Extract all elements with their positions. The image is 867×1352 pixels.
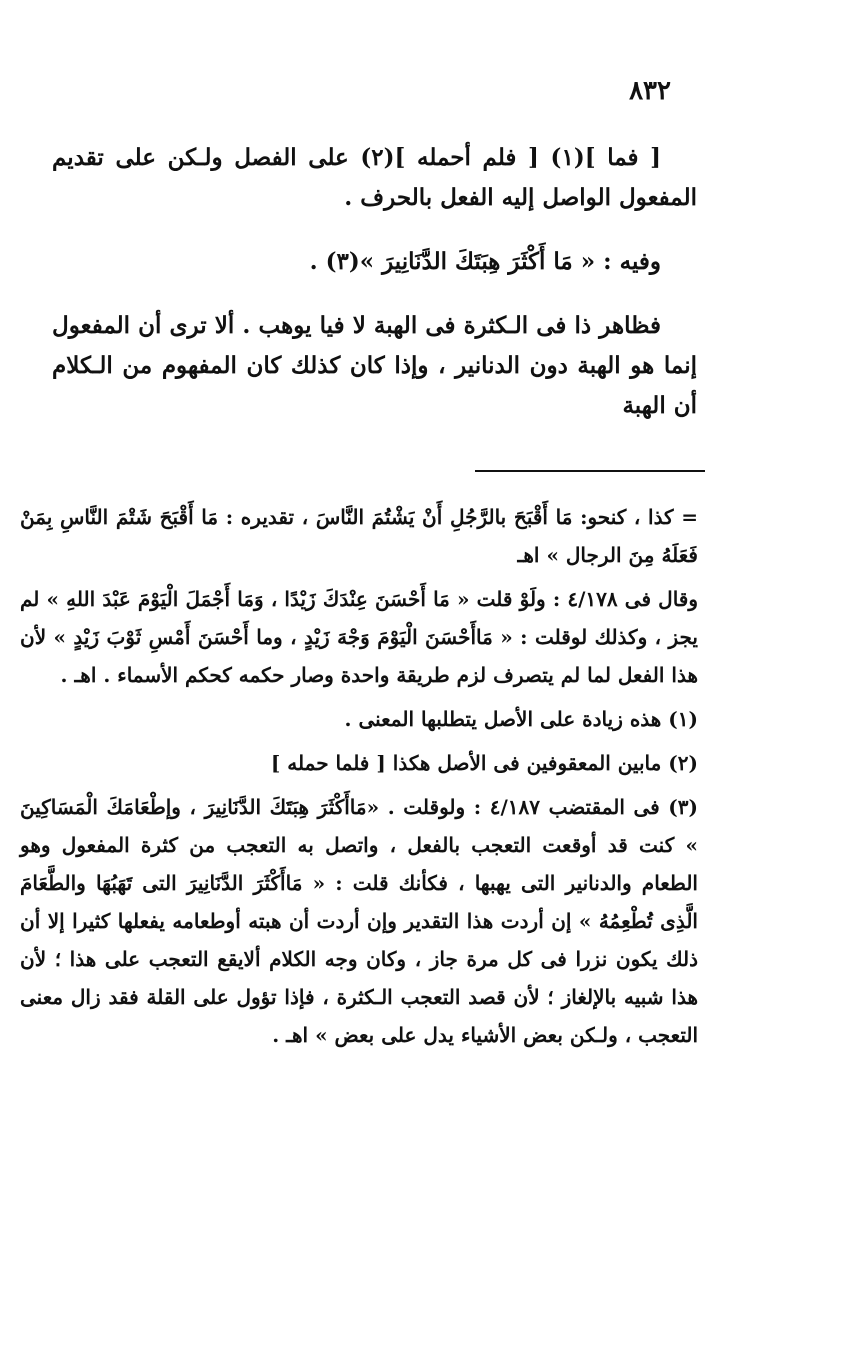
footnote-continuation: = كذا ، كنحو: مَا أَقْبَحَ بالرَّجُلِ أَنْ يَشْتُمَ النَّاسَ ، تقديره : مَا أَقْبَحَ شَتْمَ النَّاسِ بِمَنْ فَعَلَهُ مِنَ الرجال » اهـ [20,505,698,567]
main-paragraph: [ فما ](١) [ فلم أحمله ](٢) على الفصل ولـكن على تقديم المفعول الواصل إليه الفعل بالحرف . [52,144,697,211]
footnote-item: (٣) فى المقتضب ٤/١٨٧ : ولوقلت . «مَاأَكْثَرَ هِبَتَكَ الدَّنَانِيرَ ، وإطْعَامَكَ الْمَسَاكِينَ » كنت قد أوقعت التعجب بالفعل ، واتصل به التعجب من كثرة المفعول وهو الطعام والدنانير التى يهبها ، فكأنك قلت : « مَاأَكْثَرَ الدَّنَانِيرَ التى تَهَبُهَا والطَّعَامَ الَّذِى تُطْعِمُهُ » إن أردت هذا التقدير وإن أردت أن هبته أوطعامه يفعلها كثيرا إلا أن ذلك يكون نزرا فى كل مرة جاز ، وكان وجه الكلام ألايقع التعجب على هذا ؛ لأن هذا شبيه بالإلغاز ؛ لأن قصد التعجب الـكثرة ، فإذا تؤول على القلة فقد زال معنى التعجب ، ولـكن بعض الأشياء يدل على بعض » اهـ . [20,795,698,1047]
main-paragraph: فظاهر ذا فى الـكثرة فى الهبة لا فيا يوهب . ألا ترى أن المفعول إنما هو الهبة دون الدنانير ، وإذا كان كذلك كان المفهوم من الـكلام أن الهبة [52,312,697,419]
page-number: ٨٣٢ [629,76,671,106]
footnote-item: (٢) مابين المعقوفين فى الأصل هكذا [ فلما حمله ] [270,751,698,775]
main-paragraph: وفيه : « مَا أَكْثَرَ هِبَتَكَ الدَّنَانِيرَ »(٣) . [309,248,661,275]
footnotes [20,498,698,1060]
footnote-item: (١) هذه زيادة على الأصل يتطلبها المعنى . [344,707,698,731]
footnote-quote: وقال فى ٤/١٧٨ : ولَوْ قلت « مَا أَحْسَنَ عِنْدَكَ زَيْدًا ، وَمَا أَجْمَلَ الْيَوْمَ عَبْدَ اللهِ » لم يجز ، وكذلك لوقلت : « مَاأَحْسَنَ الْيَوْمَ وَجْهَ زَيْدٍ ، وما أَحْسَنَ أَمْسِ ثَوْبَ زَيْدٍ » لأن هذا الفعل لما لم يتصرف لزم طريقة واحدة وصار حكمه كحكم الأسماء . اهـ . [20,587,699,687]
main-text [52,138,697,450]
footnote-separator [475,470,705,472]
